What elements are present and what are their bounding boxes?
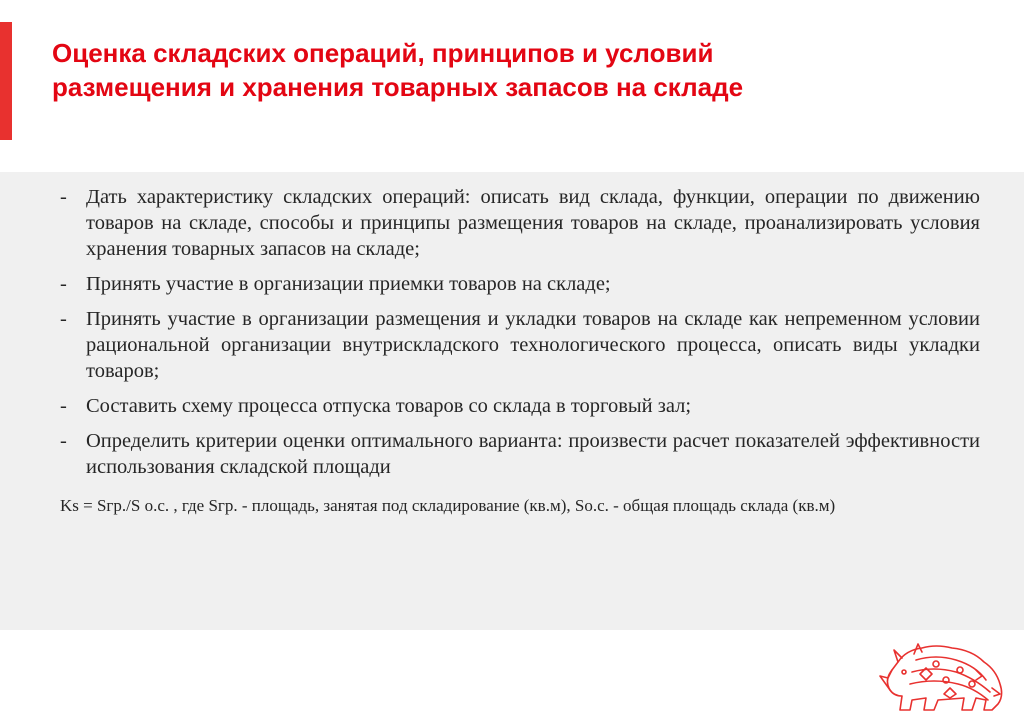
task-list <box>60 184 980 489</box>
slide-title: Оценка складских операций, принципов и условий размещения и хранения товарных запасов на складе <box>52 38 744 102</box>
accent-bar <box>0 22 12 140</box>
list-item <box>60 306 980 384</box>
bullet-marker: - <box>60 186 67 208</box>
list-item-text: Дать характеристику складских операций: описать вид склада, функции, операции по движению товаров на складе, способы и принципы размещения товаров на складе, проанализировать условия хранения товарных запасов на складе; <box>86 186 980 260</box>
bullet-marker: - <box>60 308 67 330</box>
list-item <box>60 428 980 480</box>
bullet-marker: - <box>60 273 67 295</box>
bullet-marker: - <box>60 395 67 417</box>
list-item <box>60 393 980 419</box>
rhino-logo-icon <box>876 640 1010 716</box>
formula-text: Ks = Sгр./S о.с. , где Sгр. - площадь, занятая под складирование (кв.м), Sо.с. - общая площадь склада (кв.м) <box>60 496 836 515</box>
list-item-text: Составить схему процесса отпуска товаров со склада в торговый зал; <box>86 395 692 417</box>
list-item-text: Принять участие в организации размещения и укладки товаров на складе как непременном условии рациональной организации внутрискладского технологического процесса, описать виды укладки товаров; <box>86 308 980 382</box>
content-panel <box>0 172 1024 630</box>
bullet-marker: - <box>60 430 67 452</box>
list-item <box>60 184 980 262</box>
list-item-text: Принять участие в организации приемки товаров на складе; <box>86 273 611 295</box>
list-item <box>60 271 980 297</box>
list-item-text: Определить критерии оценки оптимального варианта: произвести расчет показателей эффективности использования складской площади <box>86 430 980 478</box>
